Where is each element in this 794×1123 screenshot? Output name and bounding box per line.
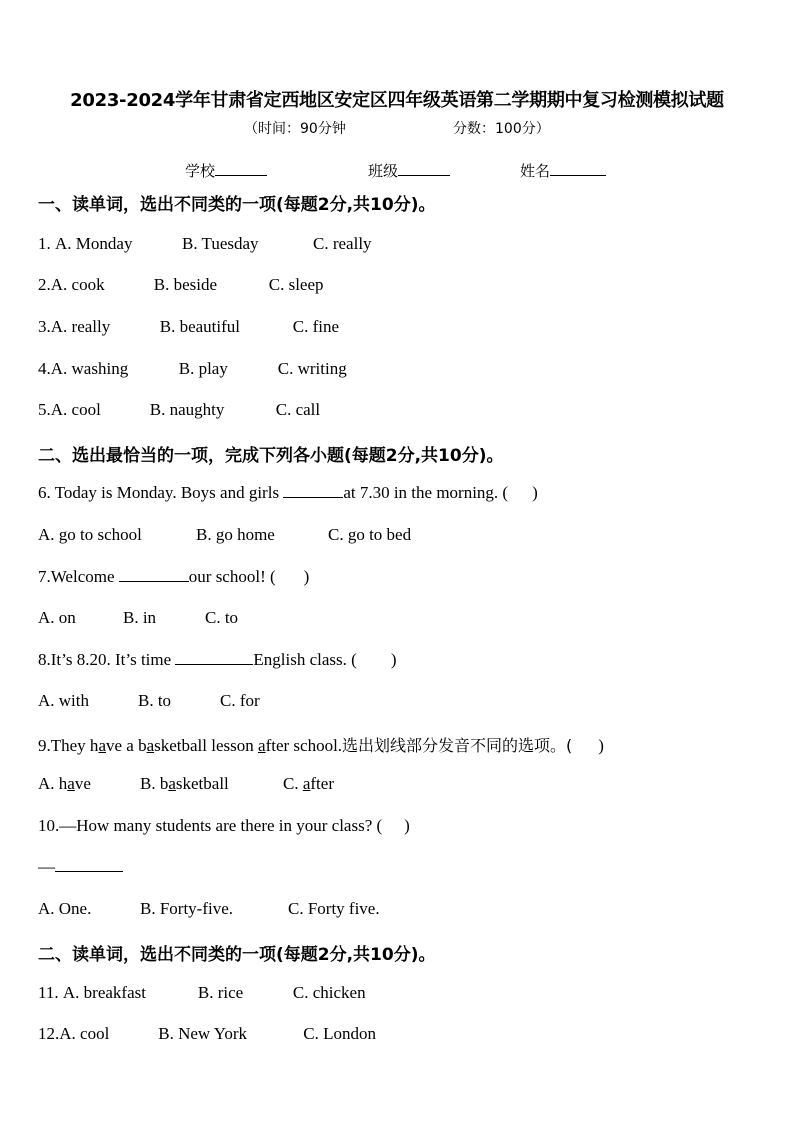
question-number: 11. <box>38 983 63 1002</box>
underlined-letter: a <box>258 736 266 755</box>
question-8-options <box>38 691 260 711</box>
stem-text: ) <box>532 483 538 502</box>
option-b: B. go home <box>196 525 275 544</box>
dash: — <box>38 857 55 876</box>
stem-text: ) <box>303 567 310 586</box>
option-a: A. Monday <box>55 234 133 253</box>
option-text: sketball <box>175 774 229 793</box>
question-7-options <box>38 608 238 628</box>
option-a: A. cook <box>50 275 105 294</box>
class-label: 班级 <box>368 162 399 180</box>
question-10-stem <box>38 816 410 836</box>
stem-text: 8.It’s 8.20. It’s time <box>38 650 176 669</box>
class-field <box>368 160 450 181</box>
stem-text: ve a b <box>105 736 147 755</box>
stem-text: our school! ( <box>188 567 276 586</box>
question-8-stem <box>38 650 397 670</box>
question-2 <box>38 275 324 295</box>
option-b: B. Forty-five. <box>140 899 234 918</box>
stem-text: sketball lesson <box>154 736 259 755</box>
stem-text: ) <box>390 650 397 669</box>
question-6-options <box>38 525 411 545</box>
question-9-stem <box>38 733 604 756</box>
option-b: B. beautiful <box>159 317 241 336</box>
option-a: A. really <box>50 317 111 336</box>
class-blank <box>398 174 450 176</box>
question-number: 5. <box>38 400 51 419</box>
question-10-options <box>38 899 380 919</box>
name-field <box>520 160 606 181</box>
option-b: B. rice <box>197 983 244 1002</box>
underlined-letter: a <box>302 774 311 793</box>
option-b: B. New York <box>158 1024 248 1043</box>
question-number: 1. <box>38 234 55 253</box>
question-number: 2. <box>38 275 51 294</box>
option-a: A. One. <box>38 899 92 918</box>
option-a: A. with <box>38 691 89 710</box>
option-c: C. go to bed <box>328 525 412 544</box>
option-b: B. play <box>178 359 228 378</box>
question-3 <box>38 317 339 337</box>
option-a: A. on <box>38 608 76 627</box>
option-c: C. for <box>220 691 260 710</box>
option-a: A. washing <box>50 359 129 378</box>
option-text: B. b <box>140 774 169 793</box>
question-number: 4. <box>38 359 51 378</box>
question-4 <box>38 359 347 379</box>
name-label: 姓名 <box>520 162 551 180</box>
option-b: B. naughty <box>149 400 225 419</box>
exam-score: 分数：100分） <box>453 121 550 137</box>
option-a: A. cool <box>50 400 101 419</box>
question-6-stem <box>38 483 538 503</box>
option-c: C. to <box>205 608 239 627</box>
option-text: fter <box>310 774 334 793</box>
stem-instruction: 选出划线部分发音不同的选项。( <box>342 736 573 755</box>
underlined-letter: a <box>146 736 155 755</box>
option-c: C. call <box>275 400 321 419</box>
answer-blank <box>55 857 123 872</box>
stem-text: 7.Welcome <box>38 567 119 586</box>
underlined-letter: a <box>98 736 106 755</box>
option-text: C. <box>283 774 303 793</box>
option-b: B. beside <box>153 275 218 294</box>
school-blank <box>215 174 267 176</box>
underlined-letter: a <box>67 774 75 793</box>
stem-text: ) <box>598 736 604 755</box>
stem-text: 9.They h <box>38 736 99 755</box>
option-b: B. Tuesday <box>182 234 259 253</box>
option-c: C. chicken <box>292 983 366 1002</box>
exam-time: （时间：90分钟 <box>244 121 346 137</box>
page-title: 2023-2024学年甘肃省定西地区安定区四年级英语第二学期期中复习检测模拟试题 <box>70 90 724 111</box>
stem-text: 6. Today is Monday. Boys and girls <box>38 483 284 502</box>
stem-text: at 7.30 in the morning. ( <box>343 483 509 502</box>
option-c: C. fine <box>292 317 340 336</box>
stem-text: English class. ( <box>253 650 357 669</box>
question-number: 12. <box>38 1024 60 1043</box>
option-a <box>38 774 140 794</box>
underlined-letter: a <box>168 774 176 793</box>
school-label: 学校 <box>185 162 216 180</box>
option-a: A. cool <box>59 1024 110 1043</box>
option-c <box>283 774 334 794</box>
answer-blank <box>283 483 343 498</box>
answer-blank <box>175 650 253 665</box>
section-heading-1: 一、读单词，选出不同类的一项(每题2分,共10分)。 <box>38 195 436 215</box>
option-a: A. breakfast <box>62 983 146 1002</box>
option-text: A. h <box>38 774 68 793</box>
question-9-options <box>38 774 334 794</box>
question-5 <box>38 400 320 420</box>
option-c: C. Forty five. <box>288 899 380 918</box>
option-b: B. in <box>123 608 157 627</box>
option-b <box>140 774 283 794</box>
section-heading-2: 二、选出最恰当的一项，完成下列各小题(每题2分,共10分)。 <box>38 446 504 466</box>
question-10-answer <box>38 857 123 877</box>
question-7-stem <box>38 567 309 587</box>
option-c: C. sleep <box>268 275 324 294</box>
school-field <box>185 160 267 181</box>
question-number: 3. <box>38 317 51 336</box>
option-b: B. to <box>138 691 172 710</box>
name-blank <box>550 174 606 176</box>
option-c: C. London <box>303 1024 376 1043</box>
option-a: A. go to school <box>38 525 142 544</box>
option-text: ve <box>74 774 91 793</box>
question-1 <box>38 234 372 254</box>
section-heading-3: 二、读单词，选出不同类的一项(每题2分,共10分)。 <box>38 945 436 965</box>
option-c: C. writing <box>277 359 347 378</box>
answer-blank <box>119 567 189 582</box>
question-12 <box>38 1024 376 1044</box>
question-11 <box>38 983 366 1003</box>
stem-text: ) <box>404 816 410 835</box>
stem-text: fter school. <box>265 736 343 755</box>
stem-text: 10.—How many students are there in your class? ( <box>38 816 383 835</box>
option-c: C. really <box>313 234 372 253</box>
